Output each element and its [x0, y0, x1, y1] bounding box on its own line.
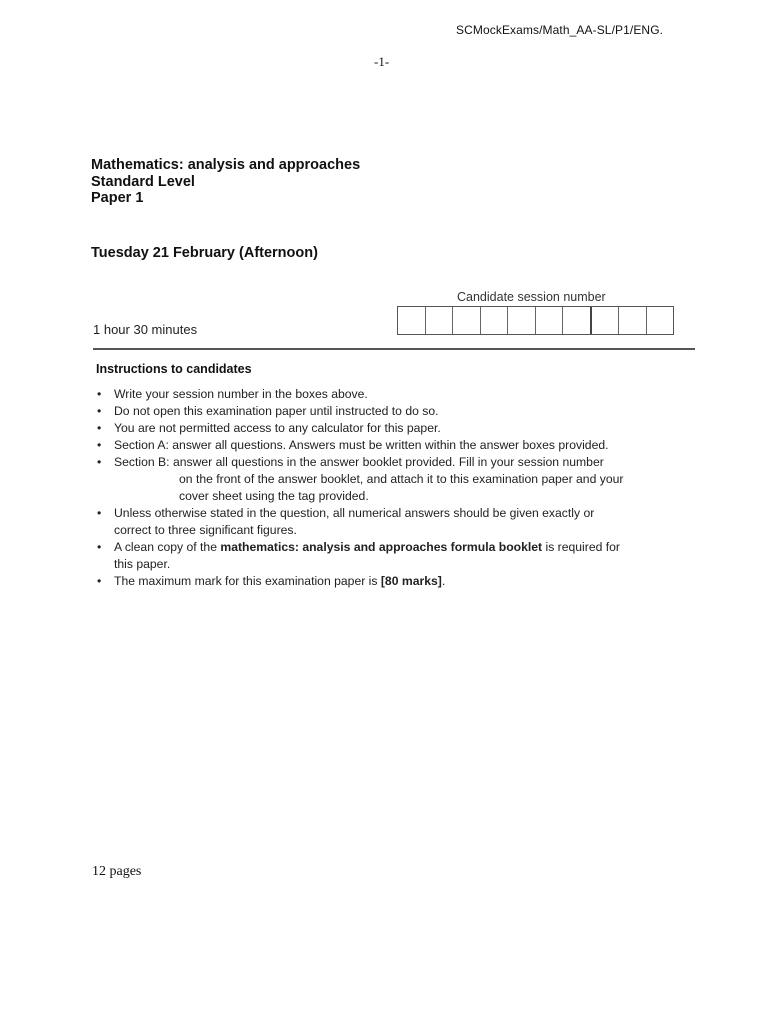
session-box: [592, 307, 620, 334]
instruction-item: [96, 539, 696, 573]
session-number-label: Candidate session number: [457, 290, 606, 304]
instruction-text: • Section B: answer all questions in the answer booklet provided. Fill in your session number: [114, 455, 604, 469]
title-paper: Paper 1: [91, 190, 144, 206]
instruction-text: on the front of the answer booklet, and attach it to this examination paper and your: [179, 472, 624, 486]
instruction-text: is required for: [542, 540, 620, 554]
exam-title: [91, 157, 360, 207]
instruction-text: Write your session number in the boxes above.: [114, 387, 368, 401]
session-box: [536, 307, 564, 334]
divider: [93, 348, 695, 350]
instruction-text: Do not open this examination paper until instructed to do so.: [114, 404, 439, 418]
session-box: [619, 307, 647, 334]
instruction-item: [96, 573, 696, 590]
formula-booklet-emphasis: mathematics: analysis and approaches formula booklet: [220, 540, 543, 554]
page-count: 12 pages: [92, 864, 142, 879]
max-marks-emphasis: [80 marks]: [380, 574, 442, 588]
instruction-line: [114, 539, 696, 556]
instruction-text: correct to three significant figures.: [114, 523, 297, 537]
instruction-text: You are not permitted access to any calculator for this paper.: [114, 421, 441, 435]
instruction-text: .: [441, 574, 446, 588]
instruction-item: [96, 420, 696, 437]
exam-date: Tuesday 21 February (Afternoon): [91, 245, 318, 261]
instruction-text: The maximum mark for this examination paper is: [114, 574, 381, 588]
session-box: [398, 307, 426, 334]
instruction-item: [96, 505, 696, 539]
session-box: [453, 307, 481, 334]
instructions-list: [96, 386, 696, 590]
session-box: [481, 307, 509, 334]
instruction-text: this paper.: [114, 557, 171, 571]
session-box: [508, 307, 536, 334]
document-code: SCMockExams/Math_AA-SL/P1/ENG.: [456, 23, 664, 37]
instruction-item: [96, 454, 696, 505]
session-box: [426, 307, 454, 334]
title-subject: Mathematics: analysis and approaches: [91, 157, 361, 173]
instruction-text: • Unless otherwise stated in the question, all numerical answers should be given exactly or: [114, 506, 595, 520]
title-level: Standard Level: [91, 173, 195, 190]
exam-duration: 1 hour 30 minutes: [93, 322, 198, 337]
page-number: -1-: [374, 54, 390, 69]
session-number-boxes: [397, 306, 674, 335]
session-box: [647, 307, 674, 334]
instructions-heading: Instructions to candidates: [96, 362, 252, 376]
instruction-text: cover sheet using the tag provided.: [179, 489, 369, 503]
instruction-item: [96, 403, 696, 420]
instruction-text: Section A: answer all questions. Answers must be written within the answer boxes provided.: [114, 438, 609, 452]
instruction-item: [96, 437, 696, 454]
session-box: [563, 307, 592, 334]
instruction-item: [96, 386, 696, 403]
instruction-text: A clean copy of the: [114, 540, 221, 554]
